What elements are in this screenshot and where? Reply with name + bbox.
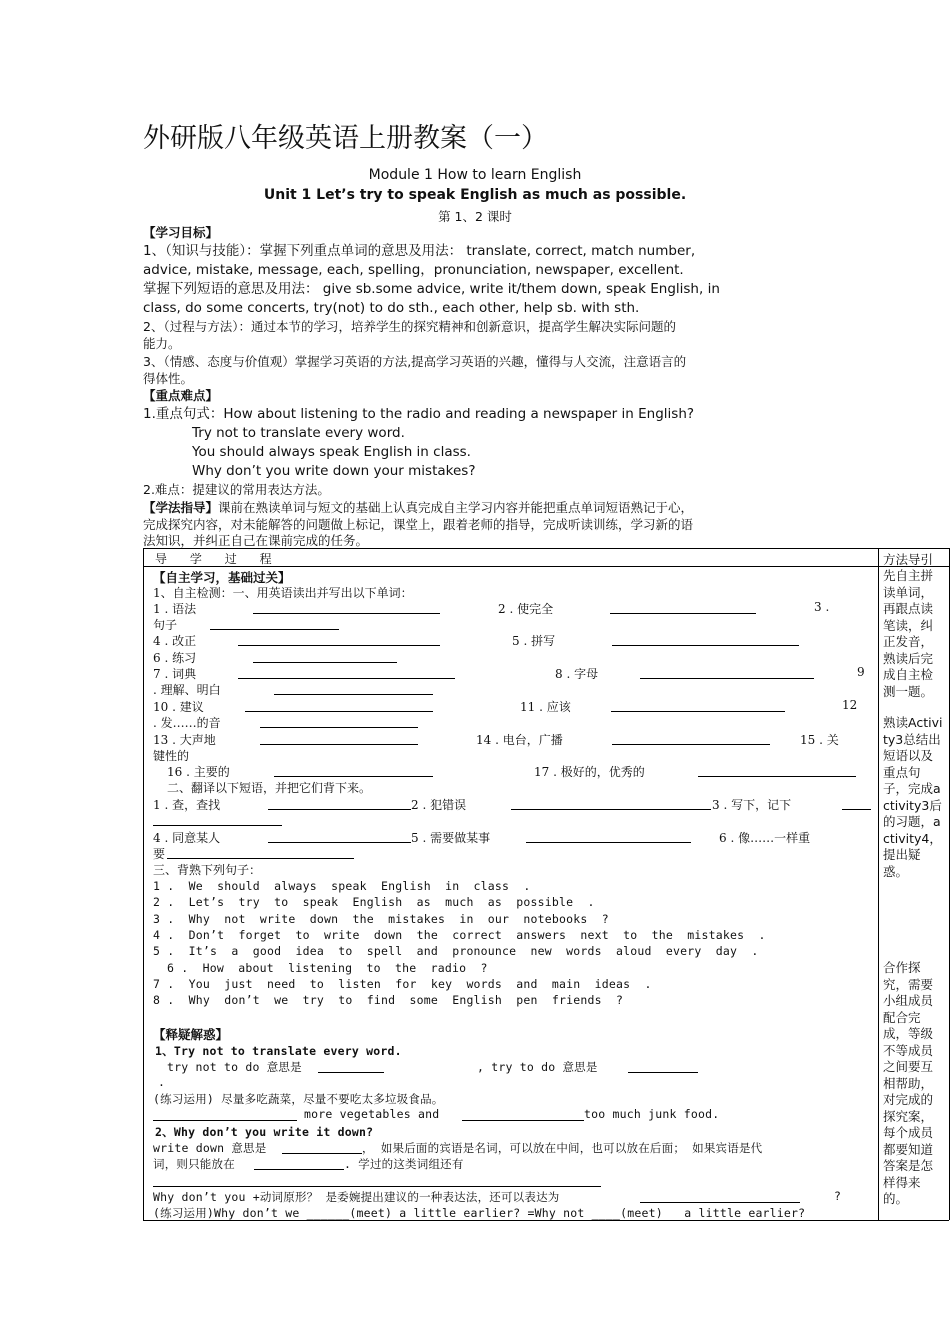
- answer-blank[interactable]: [698, 764, 856, 777]
- sentence-item: 1 . We should always speak English in class .: [153, 879, 531, 893]
- method-line: 法知识，并纠正自己在课前完成的任务。: [143, 533, 369, 548]
- table-column-divider: [878, 548, 879, 1220]
- explain-text: .: [158, 1075, 166, 1089]
- answer-blank[interactable]: [153, 1108, 297, 1121]
- doc-title: 外研版八年级英语上册教案（一）: [143, 123, 548, 154]
- answer-blank[interactable]: [153, 813, 282, 826]
- explain-text: ?: [834, 1189, 842, 1203]
- objective-line: advice, mistake, message, each, spelling，pronunciation, newspaper, excellent.: [143, 262, 684, 278]
- answer-blank[interactable]: [526, 830, 691, 843]
- word-item: 5 . 拼写: [512, 634, 556, 648]
- answer-blank[interactable]: [253, 650, 397, 663]
- word-item: 3 .: [814, 600, 830, 614]
- guide-note: 合作探究，需要小组成员配合完成，等级不等成员之间要互相帮助，对完成的探究案，每个成员都要知道答案是怎样得来的。: [883, 960, 934, 1206]
- word-item: 6 . 练习: [153, 651, 197, 665]
- table-header-process: 导 学 过 程: [155, 552, 272, 566]
- objective-line: 能力。: [143, 336, 181, 351]
- sentence-item: 8 . Why don’t we try to find some English pen friends ?: [153, 993, 624, 1007]
- explain-text: ， 如果后面的宾语是名词，可以放在中间，也可以放在后面； 如果宾语是代: [362, 1141, 763, 1155]
- module-title: Module 1 How to learn English: [368, 167, 582, 183]
- sentence-item: 2 . Let’s try to speak English as much as possible .: [153, 895, 595, 909]
- answer-blank[interactable]: [274, 682, 433, 695]
- answer-blank[interactable]: [462, 1108, 584, 1121]
- answer-blank[interactable]: [254, 1157, 344, 1170]
- keypoint-line: You should always speak English in class.: [192, 444, 471, 460]
- objective-line: 1、（知识与技能）：掌握下列重点单词的意思及用法： translate, correct, match number,: [143, 243, 696, 259]
- explain-text: try not to do 意思是: [167, 1060, 302, 1074]
- answer-blank[interactable]: [245, 699, 433, 712]
- answer-blank[interactable]: [274, 764, 433, 777]
- self-study-heading: 【自主学习，基础过关】: [153, 570, 291, 585]
- keypoint-line: 1.重点句式：How about listening to the radio and reading a newspaper in English?: [143, 406, 695, 422]
- word-item: 13 . 大声地: [153, 733, 216, 747]
- sentence-item: 6 . How about listening to the radio ?: [167, 961, 488, 975]
- answer-blank[interactable]: [153, 1174, 601, 1187]
- objective-line: 2、（过程与方法）：通过本节的学习，培养学生的探究精神和创新意识，提高学生解决实际问题的: [143, 319, 676, 334]
- answer-blank[interactable]: [640, 666, 814, 679]
- word-item: 4 . 改正: [153, 634, 197, 648]
- table-border-left: [143, 548, 144, 1220]
- method-line: [143, 499, 693, 517]
- answer-blank[interactable]: [511, 797, 711, 810]
- answer-blank[interactable]: [238, 633, 440, 646]
- explain-point: 2、Why don’t you write it down?: [155, 1125, 374, 1139]
- method-line: 完成探究内容，对未能解答的问题做上标记，课堂上，跟着老师的指导，完成听读训练，学习新的语: [143, 517, 694, 532]
- method-text: 课前在熟读单词与短文的基础上认真完成自主学习内容并能把重点单词短语熟记于心，: [218, 500, 694, 515]
- word-item: 9: [857, 665, 865, 679]
- explain-text: 词，则只能放在: [153, 1157, 235, 1171]
- word-item: 2 . 使完全: [498, 602, 554, 616]
- word-item: . 发……的音: [153, 716, 221, 730]
- section-title: 三、背熟下列句子：: [153, 863, 262, 877]
- answer-blank[interactable]: [612, 732, 770, 745]
- explain-text: . 学过的这类词组还有: [344, 1157, 464, 1171]
- phrase-item: 要: [153, 847, 166, 861]
- answer-blank[interactable]: [260, 715, 418, 728]
- word-item: . 理解、明白: [153, 683, 221, 697]
- phrase-item: 6 . 像……一样重: [719, 831, 811, 845]
- answer-blank[interactable]: [628, 1060, 698, 1073]
- phrase-item: 1 . 查，查找: [153, 798, 221, 812]
- explain-text: , try to do 意思是: [477, 1060, 598, 1074]
- sentence-item: 4 . Don’t forget to write down the correct answers next to the mistakes .: [153, 928, 766, 942]
- answer-blank[interactable]: [282, 1141, 362, 1154]
- objective-line: class, do some concerts, try(not) to do sth., each other, help sb. with sth.: [143, 300, 640, 316]
- explain-heading: 【释疑解惑】: [153, 1027, 229, 1042]
- explain-text: too much junk food.: [584, 1107, 720, 1121]
- explain-text: (练习运用)Why don’t we ______(meet) a little earlier? =Why not ____(meet) a little earlier?: [153, 1206, 806, 1220]
- phrase-item: 2 . 犯错误: [411, 798, 467, 812]
- explain-text: write down 意思是: [153, 1141, 267, 1155]
- answer-blank[interactable]: [612, 633, 799, 646]
- word-item: 10 . 建议: [153, 700, 204, 714]
- word-item: 8 . 字母: [555, 667, 599, 681]
- table-header-method: 方法导引: [883, 552, 934, 567]
- word-item: 1 . 语法: [153, 602, 197, 616]
- explain-text: more vegetables and: [304, 1107, 440, 1121]
- section-title: 二、翻译以下短语，并把它们背下来。: [167, 781, 372, 795]
- table-border-top: [143, 548, 949, 549]
- word-item: 15 . 关: [800, 733, 839, 747]
- explain-text: (练习运用) 尽量多吃蔬菜，尽量不要吃太多垃圾食品。: [153, 1092, 444, 1106]
- objectives-heading: 【学习目标】: [143, 225, 219, 240]
- period-label: 第 1、2 课时: [438, 209, 512, 224]
- word-item: 11 . 应该: [520, 700, 571, 714]
- word-item: 16 . 主要的: [167, 765, 230, 779]
- sentence-item: 5 . It’s a good idea to spell and pronounce new words aloud every day .: [153, 944, 759, 958]
- word-item: 12: [842, 698, 858, 712]
- answer-blank[interactable]: [210, 617, 339, 630]
- guide-note: 熟读Activity3总结出短语以及重点句子，完成activity3后的习题，activity4，提出疑惑。: [883, 715, 943, 879]
- keypoint-line: Why don’t you write down your mistakes?: [192, 463, 476, 479]
- explain-point: 1、Try not to translate every word.: [155, 1044, 402, 1058]
- sentence-item: 3 . Why not write down the mistakes in our notebooks ?: [153, 912, 609, 926]
- keypoint-line: Try not to translate every word.: [192, 425, 405, 441]
- sentence-item: 7 . You just need to listen for key words and main ideas .: [153, 977, 652, 991]
- guide-note: 先自主拼读单词，再跟点读笔读，纠正发音，熟读后完成自主检测一题。: [883, 568, 934, 699]
- answer-blank[interactable]: [253, 601, 440, 614]
- word-item: 14 . 电台，广播: [476, 733, 563, 747]
- answer-blank[interactable]: [611, 699, 785, 712]
- objective-line: 掌握下列短语的意思及用法： give sb.some advice, write it/them down, speak English, in: [143, 281, 720, 297]
- objective-line: 3、（情感、态度与价值观）掌握学习英语的方法,提高学习英语的兴趣，懂得与人交流，注意语言的: [143, 354, 687, 369]
- answer-blank[interactable]: [268, 797, 411, 810]
- answer-blank[interactable]: [640, 1190, 800, 1203]
- explain-text: Why don’t you +动词原形？ 是委婉提出建议的一种表达法，还可以表达为: [153, 1190, 560, 1204]
- section-title: 1、自主检测：一、用英语读出并写出以下单词：: [153, 586, 413, 600]
- phrase-item: 3 . 写下，记下: [712, 798, 792, 812]
- answer-blank[interactable]: [167, 846, 354, 859]
- keypoints-heading: 【重点难点】: [143, 388, 219, 403]
- phrase-item: 4 . 同意某人: [153, 831, 221, 845]
- word-item: 17 . 极好的，优秀的: [534, 765, 645, 779]
- word-item: 键性的: [153, 749, 190, 763]
- answer-blank[interactable]: [238, 666, 455, 679]
- phrase-item: 5 . 需要做某事: [411, 831, 491, 845]
- word-item: 7 . 词典: [153, 667, 197, 681]
- answer-blank[interactable]: [260, 732, 418, 745]
- objective-line: 得体性。: [143, 371, 194, 386]
- answer-blank[interactable]: [610, 601, 756, 614]
- keypoint-line: 2.难点：提建议的常用表达方法。: [143, 482, 330, 497]
- method-heading: 【学法指导】: [143, 500, 219, 515]
- answer-blank[interactable]: [318, 1060, 384, 1073]
- unit-title: Unit 1 Let’s try to speak English as much as possible.: [263, 187, 687, 203]
- answer-blank[interactable]: [268, 830, 411, 843]
- word-item: 句子: [153, 618, 178, 632]
- answer-blank[interactable]: [842, 797, 871, 810]
